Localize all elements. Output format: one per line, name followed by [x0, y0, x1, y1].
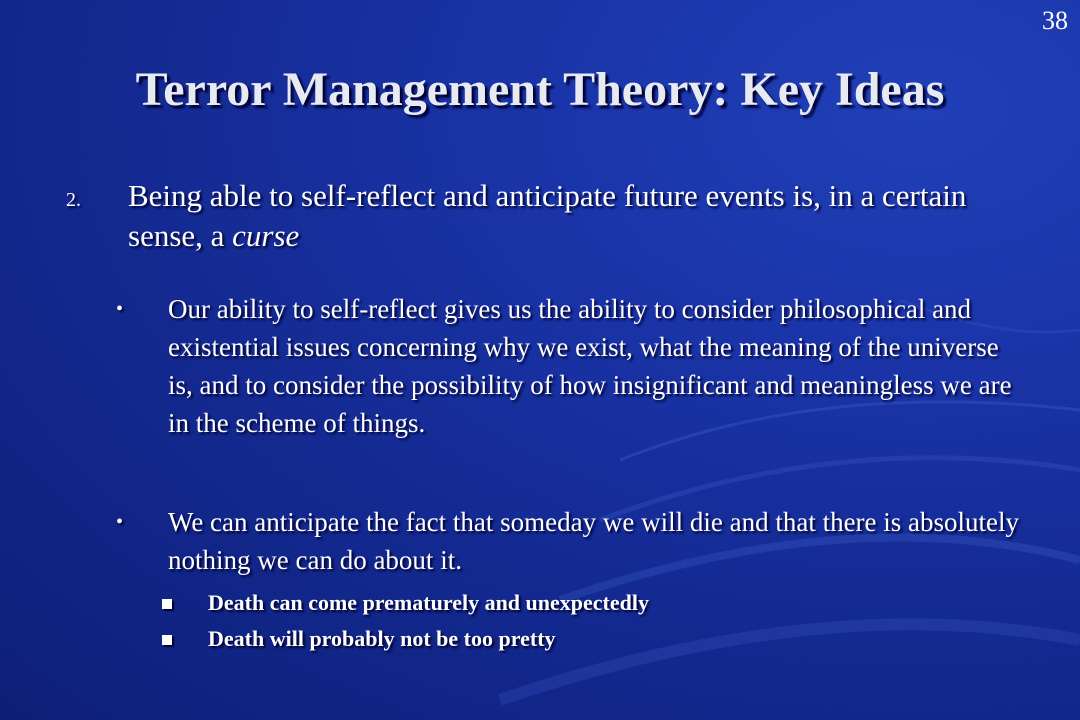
slide-number: 38: [1042, 6, 1068, 35]
sub-bullet-text: Death will probably not be too pretty: [208, 626, 556, 651]
point-emphasis: curse: [232, 218, 300, 253]
bullet-marker: •: [116, 511, 124, 533]
point-text: [128, 176, 1028, 256]
square-bullet-icon: [162, 635, 172, 645]
bullet-marker: •: [116, 298, 124, 320]
sub-bullet-text: Death can come prematurely and unexpectedly: [208, 590, 649, 615]
point-text-main: Being able to self-reflect and anticipate future events is, in a certain sense, a: [128, 178, 967, 253]
point-number: 2.: [66, 189, 81, 211]
bullet-text: Our ability to self-reflect gives us the ability to consider philosophical and existential issues concerning why we exist, what the meaning of the universe is, and to consider the possibility of how insignificant and meaningless we are in the scheme of things.: [168, 294, 1012, 438]
bullet-text: We can anticipate the fact that someday we will die and that there is absolutely nothing we can do about it.: [168, 507, 1020, 575]
square-bullet-icon: [162, 599, 172, 609]
slide-title: Terror Management Theory: Key Ideas: [135, 63, 945, 116]
